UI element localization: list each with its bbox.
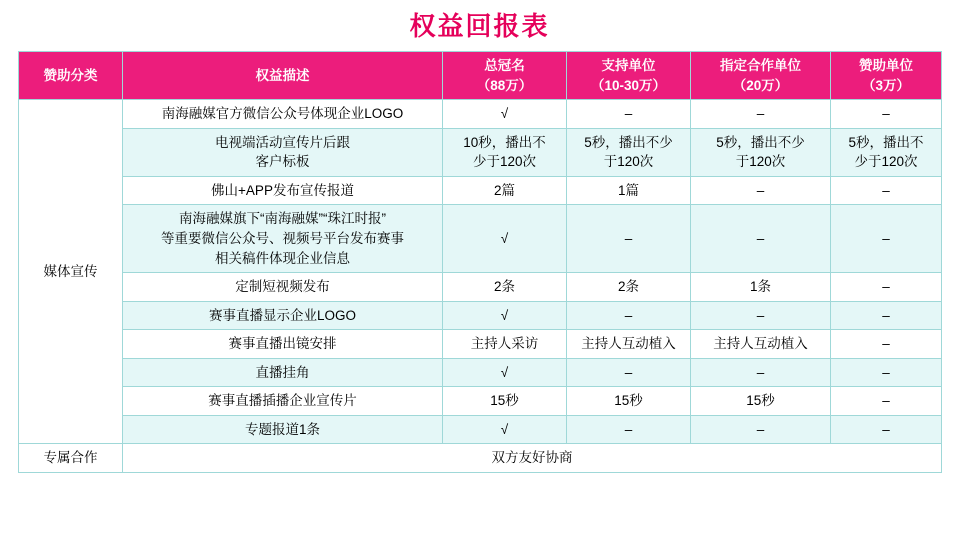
benefit-value-cell: – xyxy=(691,358,831,387)
benefit-value-cell: 2条 xyxy=(443,273,567,302)
exclusive-note-cell: 双方友好协商 xyxy=(123,444,942,473)
table-body xyxy=(19,100,942,473)
benefit-value-cell: – xyxy=(831,415,942,444)
benefit-value-cell: – xyxy=(567,100,691,129)
benefit-value-cell: 5秒，播出不少 于120次 xyxy=(691,128,831,176)
benefit-value-cell: – xyxy=(691,176,831,205)
table-row xyxy=(19,330,942,359)
benefit-value-cell: √ xyxy=(443,205,567,273)
header-cell-title-sponsor xyxy=(443,52,567,100)
benefit-value-cell: – xyxy=(831,358,942,387)
benefit-value-cell: 主持人互动植入 xyxy=(691,330,831,359)
table-row xyxy=(19,273,942,302)
table-row xyxy=(19,415,942,444)
benefit-description-cell: 赛事直播出镜安排 xyxy=(123,330,443,359)
benefit-value-cell: 2条 xyxy=(567,273,691,302)
header-sub-5: （3万） xyxy=(861,77,910,93)
benefit-description-cell: 南海融媒官方微信公众号体现企业LOGO xyxy=(123,100,443,129)
benefit-value-cell: 5秒，播出不 少于120次 xyxy=(831,128,942,176)
header-main-5: 赞助单位 xyxy=(859,58,913,73)
benefit-value-cell: – xyxy=(831,100,942,129)
category-cell-media: 媒体宣传 xyxy=(19,100,123,444)
benefit-value-cell: – xyxy=(691,205,831,273)
table-row xyxy=(19,128,942,176)
header-cell-description xyxy=(123,52,443,100)
benefit-value-cell: – xyxy=(831,301,942,330)
header-cell-sponsor-unit xyxy=(831,52,942,100)
benefit-value-cell: √ xyxy=(443,415,567,444)
benefit-value-cell: – xyxy=(567,358,691,387)
header-cell-designated-partner xyxy=(691,52,831,100)
header-cell-supporting-unit xyxy=(567,52,691,100)
benefit-value-cell: – xyxy=(691,100,831,129)
benefit-value-cell: – xyxy=(691,301,831,330)
header-main-0: 赞助分类 xyxy=(43,67,98,83)
benefit-value-cell: – xyxy=(831,205,942,273)
benefit-value-cell: 15秒 xyxy=(443,387,567,416)
benefit-value-cell: 10秒，播出不 少于120次 xyxy=(443,128,567,176)
benefit-description-cell: 赛事直播显示企业LOGO xyxy=(123,301,443,330)
header-main-3: 支持单位 xyxy=(601,58,656,73)
benefit-description-cell: 专题报道1条 xyxy=(123,415,443,444)
table-row xyxy=(19,100,942,129)
benefit-value-cell: – xyxy=(831,330,942,359)
benefit-value-cell: – xyxy=(831,176,942,205)
header-cell-category xyxy=(19,52,123,100)
table-head xyxy=(19,52,942,100)
benefit-value-cell: 15秒 xyxy=(567,387,691,416)
benefit-value-cell: – xyxy=(831,387,942,416)
table-row xyxy=(19,176,942,205)
table-row-exclusive xyxy=(19,444,942,473)
benefit-value-cell: 2篇 xyxy=(443,176,567,205)
benefit-description-cell: 直播挂角 xyxy=(123,358,443,387)
header-main-2: 总冠名 xyxy=(484,58,525,73)
header-sub-2: （88万） xyxy=(476,77,533,93)
benefit-description-cell: 定制短视频发布 xyxy=(123,273,443,302)
benefit-value-cell: – xyxy=(691,415,831,444)
benefits-table xyxy=(18,51,942,473)
benefit-value-cell: √ xyxy=(443,100,567,129)
benefit-value-cell: √ xyxy=(443,301,567,330)
page-title: 权益回报表 xyxy=(409,11,550,41)
benefit-value-cell: 1篇 xyxy=(567,176,691,205)
table-container xyxy=(0,51,959,473)
benefit-value-cell: – xyxy=(831,273,942,302)
table-row xyxy=(19,358,942,387)
benefit-value-cell: √ xyxy=(443,358,567,387)
benefit-description-cell: 南海融媒旗下“南海融媒”“珠江时报” 等重要微信公众号、视频号平台发布赛事 相关稿件体现企业信息 xyxy=(123,205,443,273)
table-row xyxy=(19,205,942,273)
benefit-value-cell: 1条 xyxy=(691,273,831,302)
benefit-value-cell: 主持人采访 xyxy=(443,330,567,359)
benefit-value-cell: – xyxy=(567,205,691,273)
benefit-value-cell: – xyxy=(567,415,691,444)
table-row xyxy=(19,387,942,416)
header-sub-4: （20万） xyxy=(732,77,789,93)
header-row xyxy=(19,52,942,100)
benefit-value-cell: 15秒 xyxy=(691,387,831,416)
benefit-description-cell: 电视端活动宣传片后跟 客户标板 xyxy=(123,128,443,176)
benefit-value-cell: – xyxy=(567,301,691,330)
benefit-value-cell: 主持人互动植入 xyxy=(567,330,691,359)
category-cell-exclusive: 专属合作 xyxy=(19,444,123,473)
header-sub-3: （10-30万） xyxy=(590,77,667,93)
header-main-1: 权益描述 xyxy=(255,67,310,83)
benefit-value-cell: 5秒，播出不少 于120次 xyxy=(567,128,691,176)
benefit-description-cell: 佛山+APP发布宣传报道 xyxy=(123,176,443,205)
table-row xyxy=(19,301,942,330)
header-main-4: 指定合作单位 xyxy=(720,58,801,73)
benefit-description-cell: 赛事直播插播企业宣传片 xyxy=(123,387,443,416)
